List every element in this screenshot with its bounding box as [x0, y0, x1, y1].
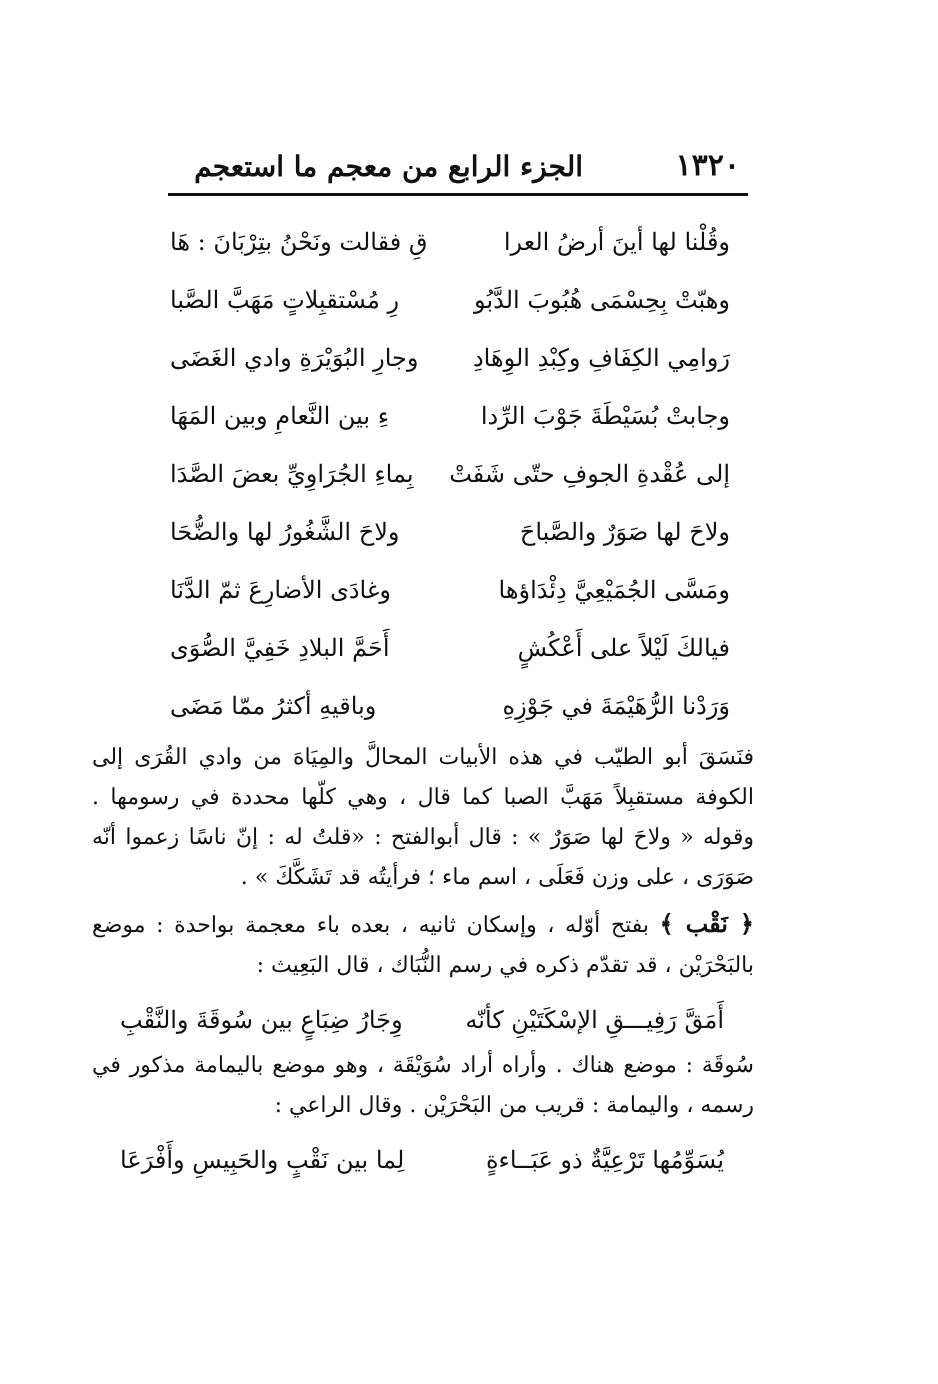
- entry-paragraph: [92, 904, 754, 986]
- verse-first-hemistich: يُسَوِّمُها تَرْعِيَّةٌ ذو عَبَــاءةٍ: [485, 1146, 724, 1174]
- verse-first-hemistich: وقُلْنا لها أينَ أرضُ العرا: [503, 228, 730, 256]
- verse-second-hemistich: ءِ بين النَّعامِ وبين المَهَا: [170, 402, 389, 430]
- verse-second-hemistich: وِجَارُ ضِبَاعٍ بين سُوقَةَ والنَّقْبِ: [120, 1006, 403, 1034]
- verse-line: [170, 218, 730, 276]
- page-number: ١٣٢٠: [675, 148, 740, 183]
- verse-second-hemistich: قِ فقالت ونَحْنُ بتِرْبَانَ : هَا: [170, 228, 428, 256]
- verse-first-hemistich: وجابتْ بُسَيْطَةَ جَوْبَ الرِّدا: [480, 402, 730, 430]
- verse-line: [170, 450, 730, 508]
- verse-second-hemistich: وغادَى الأضارِعَ ثمّ الدَّنَا: [170, 576, 391, 604]
- commentary-paragraph: فنَسَقَ أبو الطيّب في هذه الأبيات المحالَّ والمِيَاهَ من وادي القُرَى إلى الكوفة مستقبِلاً مَهَبَّ الصبا كما قال ، وهي كلّها محددة في رسومها . وقوله « ولاحَ لها صَوَرٌ » : قال أبوالفتح : «قلتُ له : إنّ ناسًا زعموا أنّه صَوَرَى ، على وزن فَعَلَى ، اسم ماء ؛ فرأيتُه قد تَشَكَّكَ » .: [92, 745, 754, 890]
- entry-text: بفتح أوّله ، وإسكان ثانيه ، بعده باء معجمة بواحدة : موضع بالبَحْرَيْن ، قد تقدّم ذكره في رسم النُّبَاك ، قال البَعِيث :: [92, 913, 754, 978]
- verse-second-hemistich: رِ مُسْتقبِلاتٍ مَهَبَّ الصَّبا: [170, 286, 400, 314]
- verse-second-hemistich: بِماءِ الجُرَاوِيِّ بعضَ الصَّدَا: [170, 460, 414, 488]
- running-title: الجزء الرابع من معجم ما استعجم: [194, 150, 583, 183]
- verse-line: [170, 276, 730, 334]
- explanation-paragraph: سُوقَة : موضع هناك . وأراه أراد سُوَيْقَة ، وهو موضع باليمامة مذكور في رسمه ، واليمامة : قريب من البَحْرَيْن . وقال الراعي :: [92, 1053, 754, 1118]
- verse-line: [170, 682, 730, 740]
- verse-first-hemistich: رَوامِي الكِفَافِ وكِبْدِ الوِهَادِ: [472, 344, 730, 372]
- verse-second-hemistich: وجارِ البُوَيْرَةِ وادي الغَضَى: [170, 344, 419, 372]
- header-rule: [168, 193, 748, 196]
- verse-line: [170, 334, 730, 392]
- prose-block: [92, 738, 754, 1186]
- verse-first-hemistich: وهبّتْ بِحِسْمَى هُبُوبَ الدَّبُو: [474, 286, 730, 314]
- verse-first-hemistich: فيالكَ لَيْلاً على أَعْكُشٍ: [517, 634, 730, 662]
- verse-second-hemistich: وباقيهِ أكثرُ ممّا مَضَى: [170, 692, 377, 720]
- verse-first-hemistich: أَمَقَّ رَفِيـــقِ الإسْكَتَيْنِ كأنّه: [465, 1006, 724, 1034]
- quoted-verse: [120, 992, 724, 1046]
- verse-first-hemistich: ومَسَّى الجُمَيْعِيَّ دِئْدَاؤها: [498, 576, 730, 604]
- verse-line: [170, 624, 730, 682]
- entry-headword: ﴿ نَقْب ﴾: [659, 909, 754, 938]
- verse-line: [170, 392, 730, 450]
- verse-second-hemistich: ولاحَ الشَّغُورُ لها والضُّحَا: [170, 518, 400, 546]
- verse-first-hemistich: ولاحَ لها صَوَرٌ والصَّباحَ: [519, 518, 730, 546]
- page-header: [168, 148, 748, 188]
- verse-second-hemistich: أَحَمَّ البلادِ خَفِيَّ الصُّوَى: [170, 634, 390, 662]
- poem-block: [170, 218, 730, 740]
- verse-line: [170, 566, 730, 624]
- verse-first-hemistich: وَرَدْنا الرُّهَيْمَةَ في جَوْزِهِ: [502, 692, 730, 720]
- verse-second-hemistich: لِما بين نَقْبٍ والحَبِيسِ وأَفْرَعَا: [120, 1146, 405, 1174]
- verse-first-hemistich: إلى عُقْدةِ الجوفِ حتّى شَفَتْ: [449, 460, 730, 488]
- quoted-verse: [120, 1132, 724, 1186]
- verse-line: [170, 508, 730, 566]
